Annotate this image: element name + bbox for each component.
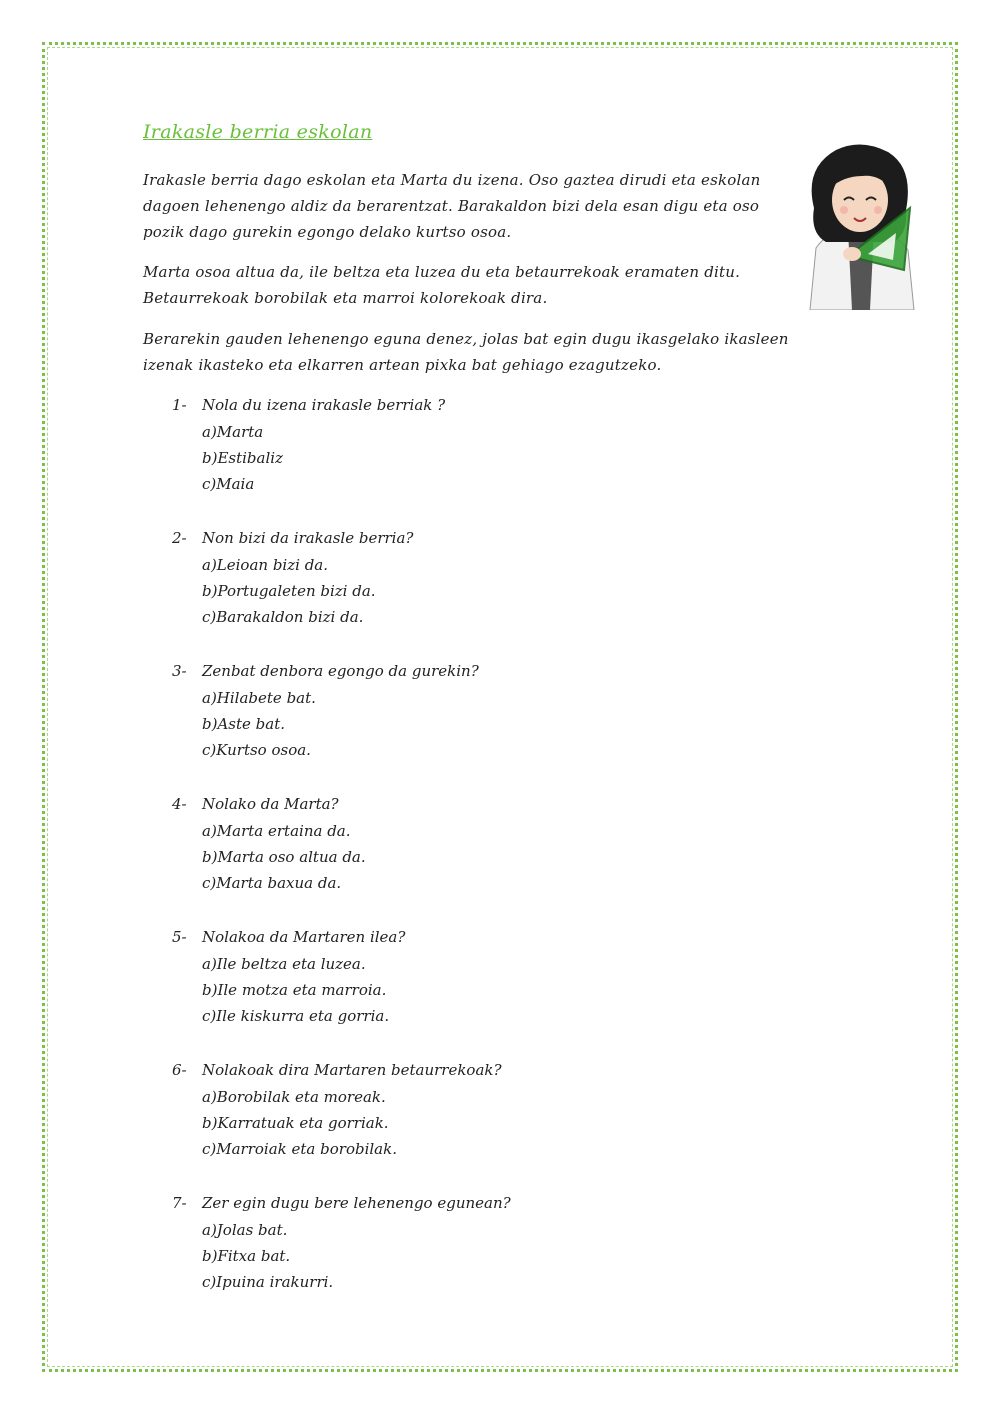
answer-option[interactable]: b)Estibaliz	[202, 449, 283, 467]
worksheet-title: Irakasle berria eskolan	[143, 121, 373, 143]
answer-option[interactable]: c)Kurtso osoa.	[202, 741, 311, 759]
question-text: Zer egin dugu bere lehenengo egunean?	[202, 1194, 511, 1212]
question-number: 1-	[172, 396, 187, 414]
question-text: Nolakoak dira Martaren betaurrekoak?	[202, 1061, 502, 1079]
questions-list	[172, 392, 511, 1323]
question-number: 5-	[172, 928, 187, 946]
answer-option[interactable]: b)Ile motza eta marroia.	[202, 981, 387, 999]
answer-option[interactable]: c)Marta baxua da.	[202, 874, 342, 892]
question-number: 3-	[172, 662, 187, 680]
answer-option[interactable]: c)Ipuina irakurri.	[202, 1273, 334, 1291]
answer-option[interactable]: a)Ile beltza eta luzea.	[202, 955, 366, 973]
answer-option[interactable]: b)Aste bat.	[202, 715, 285, 733]
question-item	[172, 658, 511, 791]
question-item	[172, 1057, 511, 1190]
answer-option[interactable]: a)Jolas bat.	[202, 1221, 288, 1239]
intro-paragraph-3: Berarekin gauden lehenengo eguna denez, jolas bat egin dugu ikasgelako ikasleen izenak ikasteko eta elkarren artean pixka bat gehiago ezagutzeko.	[143, 330, 789, 374]
answer-option[interactable]: a)Borobilak eta moreak.	[202, 1088, 386, 1106]
question-item	[172, 791, 511, 924]
answer-option[interactable]: c)Barakaldon bizi da.	[202, 608, 364, 626]
question-text: Nolako da Marta?	[202, 795, 339, 813]
teacher-illustration	[796, 138, 926, 310]
answer-option[interactable]: a)Leioan bizi da.	[202, 556, 329, 574]
answer-option[interactable]: b)Marta oso altua da.	[202, 848, 366, 866]
answer-option[interactable]: a)Marta ertaina da.	[202, 822, 351, 840]
question-number: 2-	[172, 529, 187, 547]
answer-option[interactable]: c)Maia	[202, 475, 255, 493]
answer-option[interactable]: b)Portugaleten bizi da.	[202, 582, 376, 600]
question-number: 7-	[172, 1194, 187, 1212]
question-text: Nolakoa da Martaren ilea?	[202, 928, 406, 946]
question-item	[172, 392, 511, 525]
answer-option[interactable]: b)Karratuak eta gorriak.	[202, 1114, 389, 1132]
answer-option[interactable]: c)Marroiak eta borobilak.	[202, 1140, 397, 1158]
question-item	[172, 924, 511, 1057]
question-text: Non bizi da irakasle berria?	[202, 529, 414, 547]
question-item	[172, 525, 511, 658]
question-number: 6-	[172, 1061, 187, 1079]
answer-option[interactable]: a)Hilabete bat.	[202, 689, 316, 707]
intro-paragraph-2: Marta osoa altua da, ile beltza eta luzea du eta betaurrekoak eramaten ditu. Betaurrekoak borobilak eta marroi kolorekoak dira.	[143, 263, 741, 307]
answer-option[interactable]: b)Fitxa bat.	[202, 1247, 291, 1265]
question-item	[172, 1190, 511, 1323]
answer-option[interactable]: a)Marta	[202, 423, 264, 441]
question-text: Nola du izena irakasle berriak ?	[202, 396, 446, 414]
intro-paragraph-1: Irakasle berria dago eskolan eta Marta du izena. Oso gaztea dirudi eta eskolan dagoen lehenengo aldiz da berarentzat. Barakaldon bizi dela esan digu eta oso pozik dago gurekin egongo delako kurtso osoa.	[143, 171, 761, 241]
question-text: Zenbat denbora egongo da gurekin?	[202, 662, 479, 680]
question-number: 4-	[172, 795, 187, 813]
answer-option[interactable]: c)Ile kiskurra eta gorria.	[202, 1007, 390, 1025]
